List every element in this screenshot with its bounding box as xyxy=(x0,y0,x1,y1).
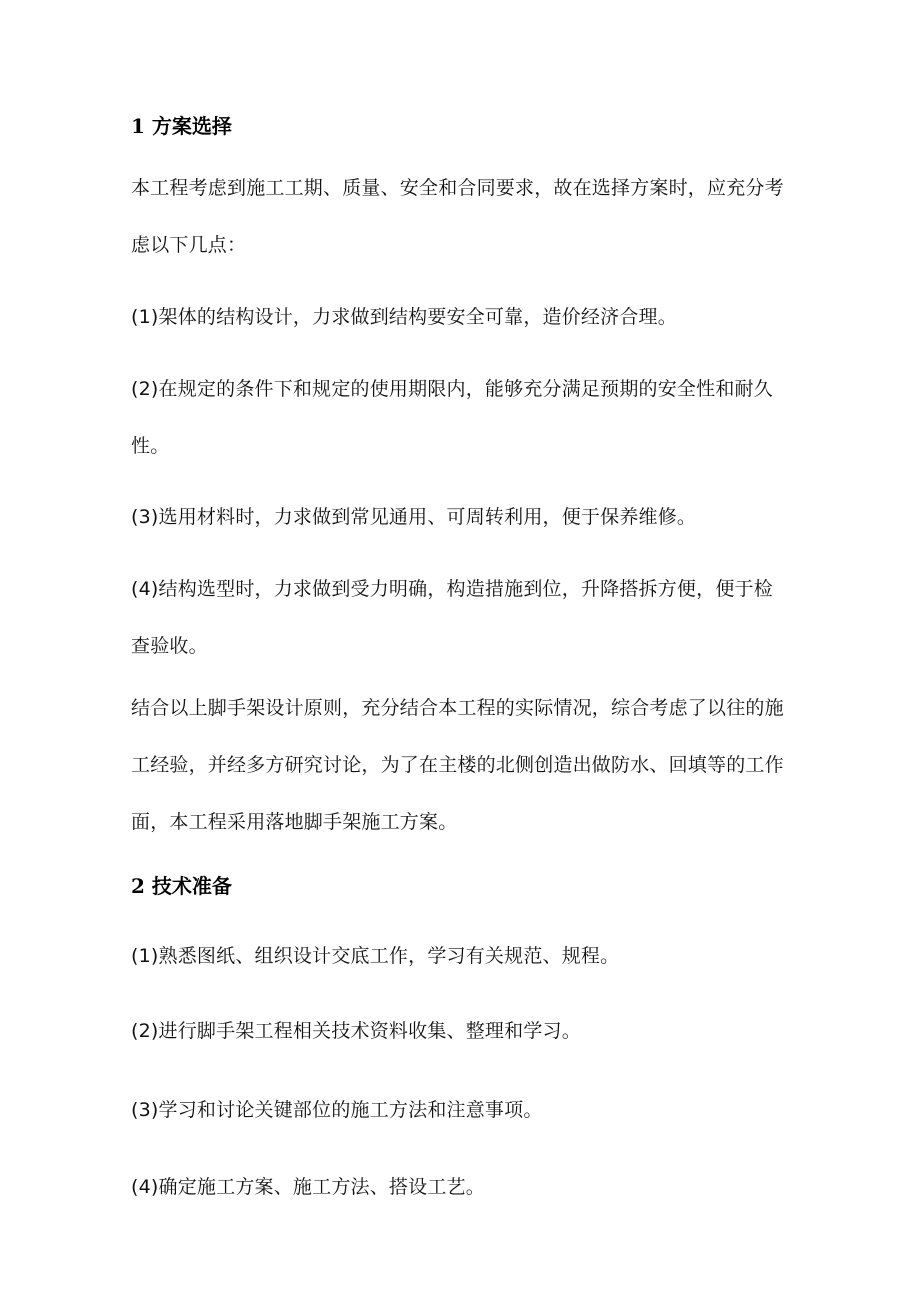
section-2-heading: 2 技术准备 xyxy=(131,874,232,898)
section-2-point-2: (2)进行脚手架工程相关技术资料收集、整理和学习。 xyxy=(131,1020,581,1042)
section-1-point-1: (1)架体的结构设计，力求做到结构要安全可靠，造价经济合理。 xyxy=(131,306,677,328)
section-1-intro: 本工程考虑到施工工期、质量、安全和合同要求，故在选择方案时，应充分考虑以下几点： xyxy=(131,177,784,256)
section-2-point-3: (3)学习和讨论关键部位的施工方法和注意事项。 xyxy=(131,1099,543,1121)
section-2-point-4: (4)确定施工方案、施工方法、搭设工艺。 xyxy=(131,1176,485,1198)
section-1-point-2: (2)在规定的条件下和规定的使用期限内，能够充分满足预期的安全性和耐久性。 xyxy=(131,378,773,457)
section-1-conclusion: 结合以上脚手架设计原则，充分结合本工程的实际情况，综合考虑了以往的施工经验，并经多方研究讨论，为了在主楼的北侧创造出做防水、回填等的工作面，本工程采用落地脚手架施工方案。 xyxy=(131,697,784,833)
section-2-point-1: (1)熟悉图纸、组织设计交底工作，学习有关规范、规程。 xyxy=(131,945,620,967)
section-1-point-4: (4)结构选型时，力求做到受力明确，构造措施到位，升降搭拆方便，便于检查验收。 xyxy=(131,578,773,657)
section-1-heading: 1 方案选择 xyxy=(131,114,232,138)
section-1-point-3: (3)选用材料时，力求做到常见通用、可周转利用，便于保养维修。 xyxy=(131,506,697,528)
